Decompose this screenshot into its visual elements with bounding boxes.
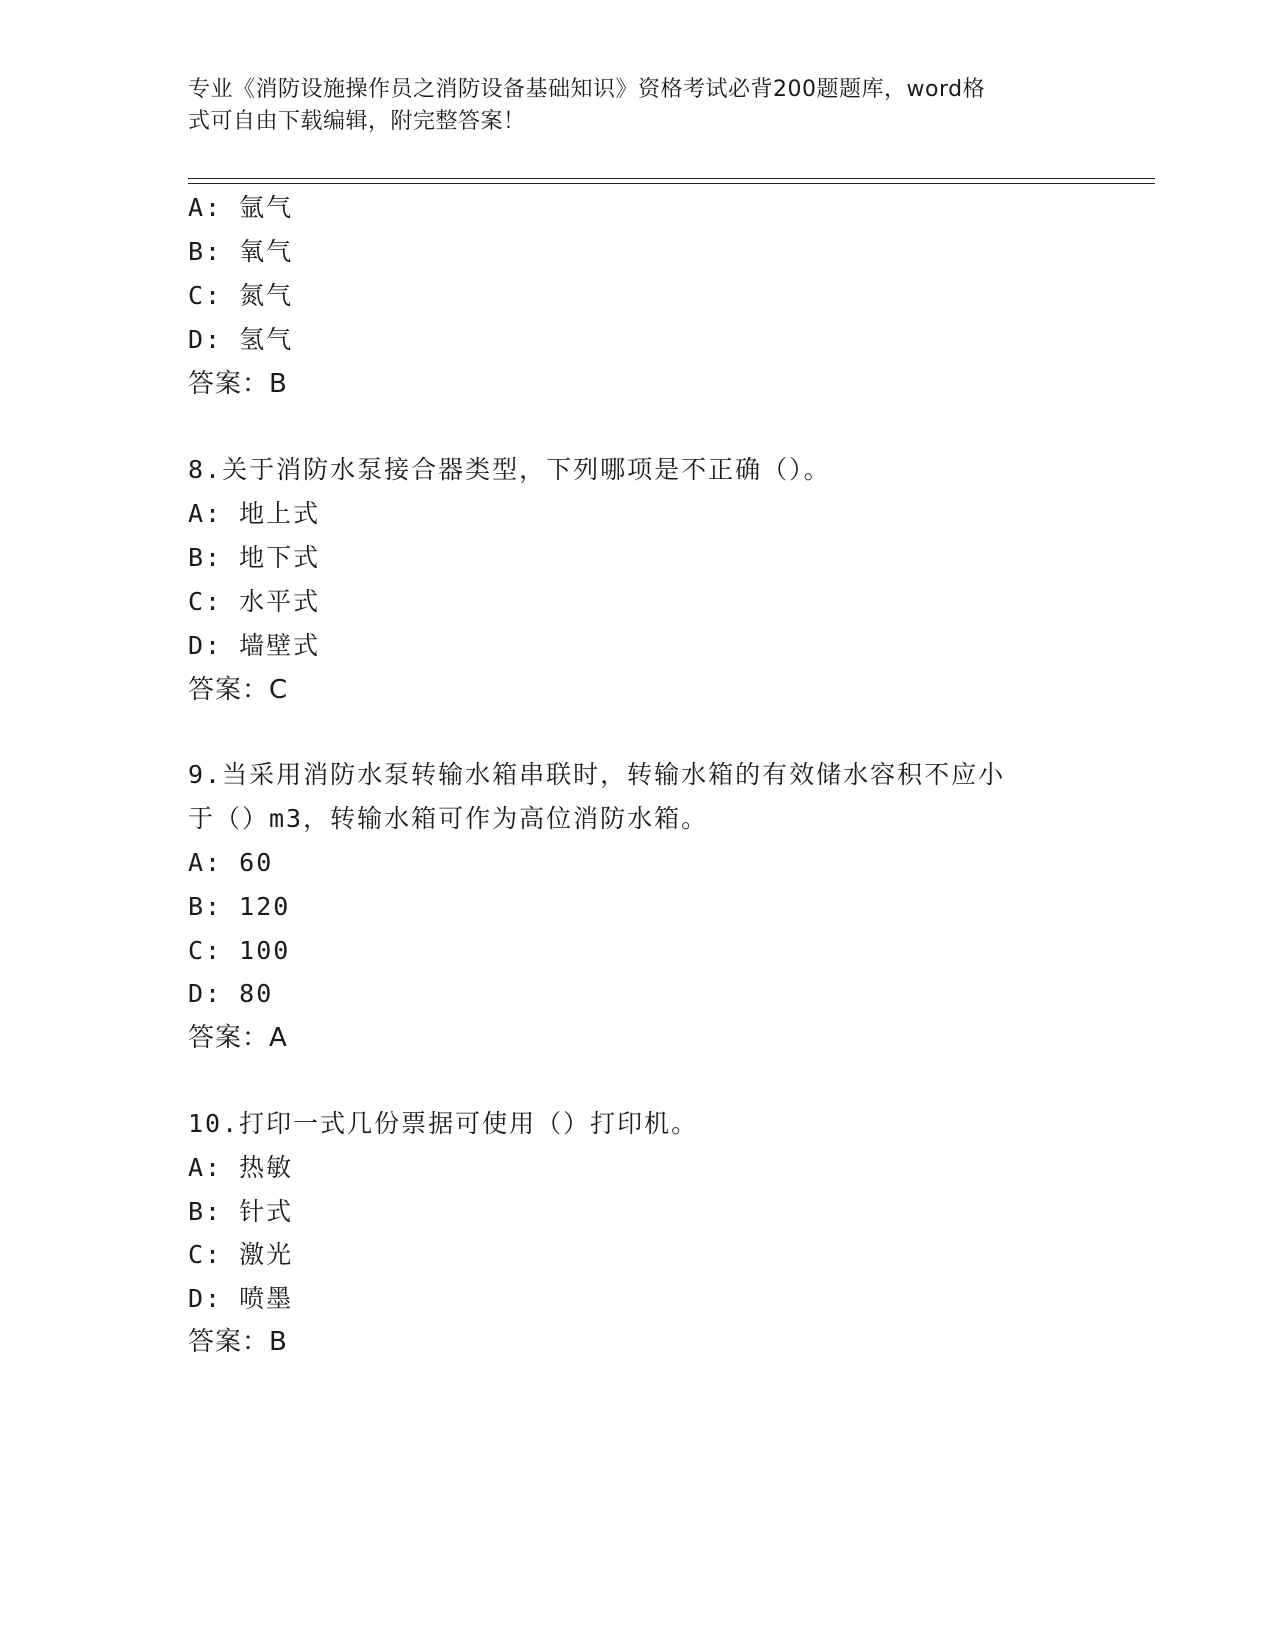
q9-option-c: C: 100 xyxy=(188,936,291,965)
q8-option-d: D: 墙壁式 xyxy=(188,631,321,660)
header-divider-bottom xyxy=(188,183,1155,184)
q7-option-a: A: 氩气 xyxy=(188,193,294,222)
header-divider-top xyxy=(188,178,1155,179)
q8-option-a: A: 地上式 xyxy=(188,499,321,528)
q9-option-a: A: 60 xyxy=(188,848,274,877)
q9-option-b: B: 120 xyxy=(188,892,291,921)
q8-option-c: C: 水平式 xyxy=(188,587,321,616)
q7-option-b: B: 氧气 xyxy=(188,237,294,266)
q10-stem: 10.打印一式几份票据可使用（）打印机。 xyxy=(188,1109,699,1138)
q10-option-a: A: 热敏 xyxy=(188,1153,294,1182)
q7-answer: 答案：B xyxy=(188,369,288,399)
q8-option-b: B: 地下式 xyxy=(188,543,321,572)
q10-option-d: D: 喷墨 xyxy=(188,1284,294,1313)
q10-answer: 答案：B xyxy=(188,1327,288,1357)
q9-option-d: D: 80 xyxy=(188,979,274,1008)
q7-option-c: C: 氮气 xyxy=(188,281,294,310)
q7-option-d: D: 氢气 xyxy=(188,325,294,354)
header-line-2: 式可自由下载编辑，附完整答案！ xyxy=(188,109,526,134)
q9-stem-line-2: 于（）m3，转输水箱可作为高位消防水箱。 xyxy=(188,804,709,833)
q10-option-c: C: 激光 xyxy=(188,1240,294,1269)
q9-answer: 答案：A xyxy=(188,1023,288,1053)
document-header xyxy=(188,74,1088,138)
q9-stem-line-1: 9.当采用消防水泵转输水箱串联时，转输水箱的有效储水容积不应小 xyxy=(188,760,1006,789)
q10-option-b: B: 针式 xyxy=(188,1197,294,1226)
header-line-1: 专业《消防设施操作员之消防设备基础知识》资格考试必背200题题库，word格 xyxy=(188,77,986,102)
q8-answer: 答案：C xyxy=(188,675,289,705)
q8-stem: 8.关于消防水泵接合器类型，下列哪项是不正确（）。 xyxy=(188,455,831,484)
